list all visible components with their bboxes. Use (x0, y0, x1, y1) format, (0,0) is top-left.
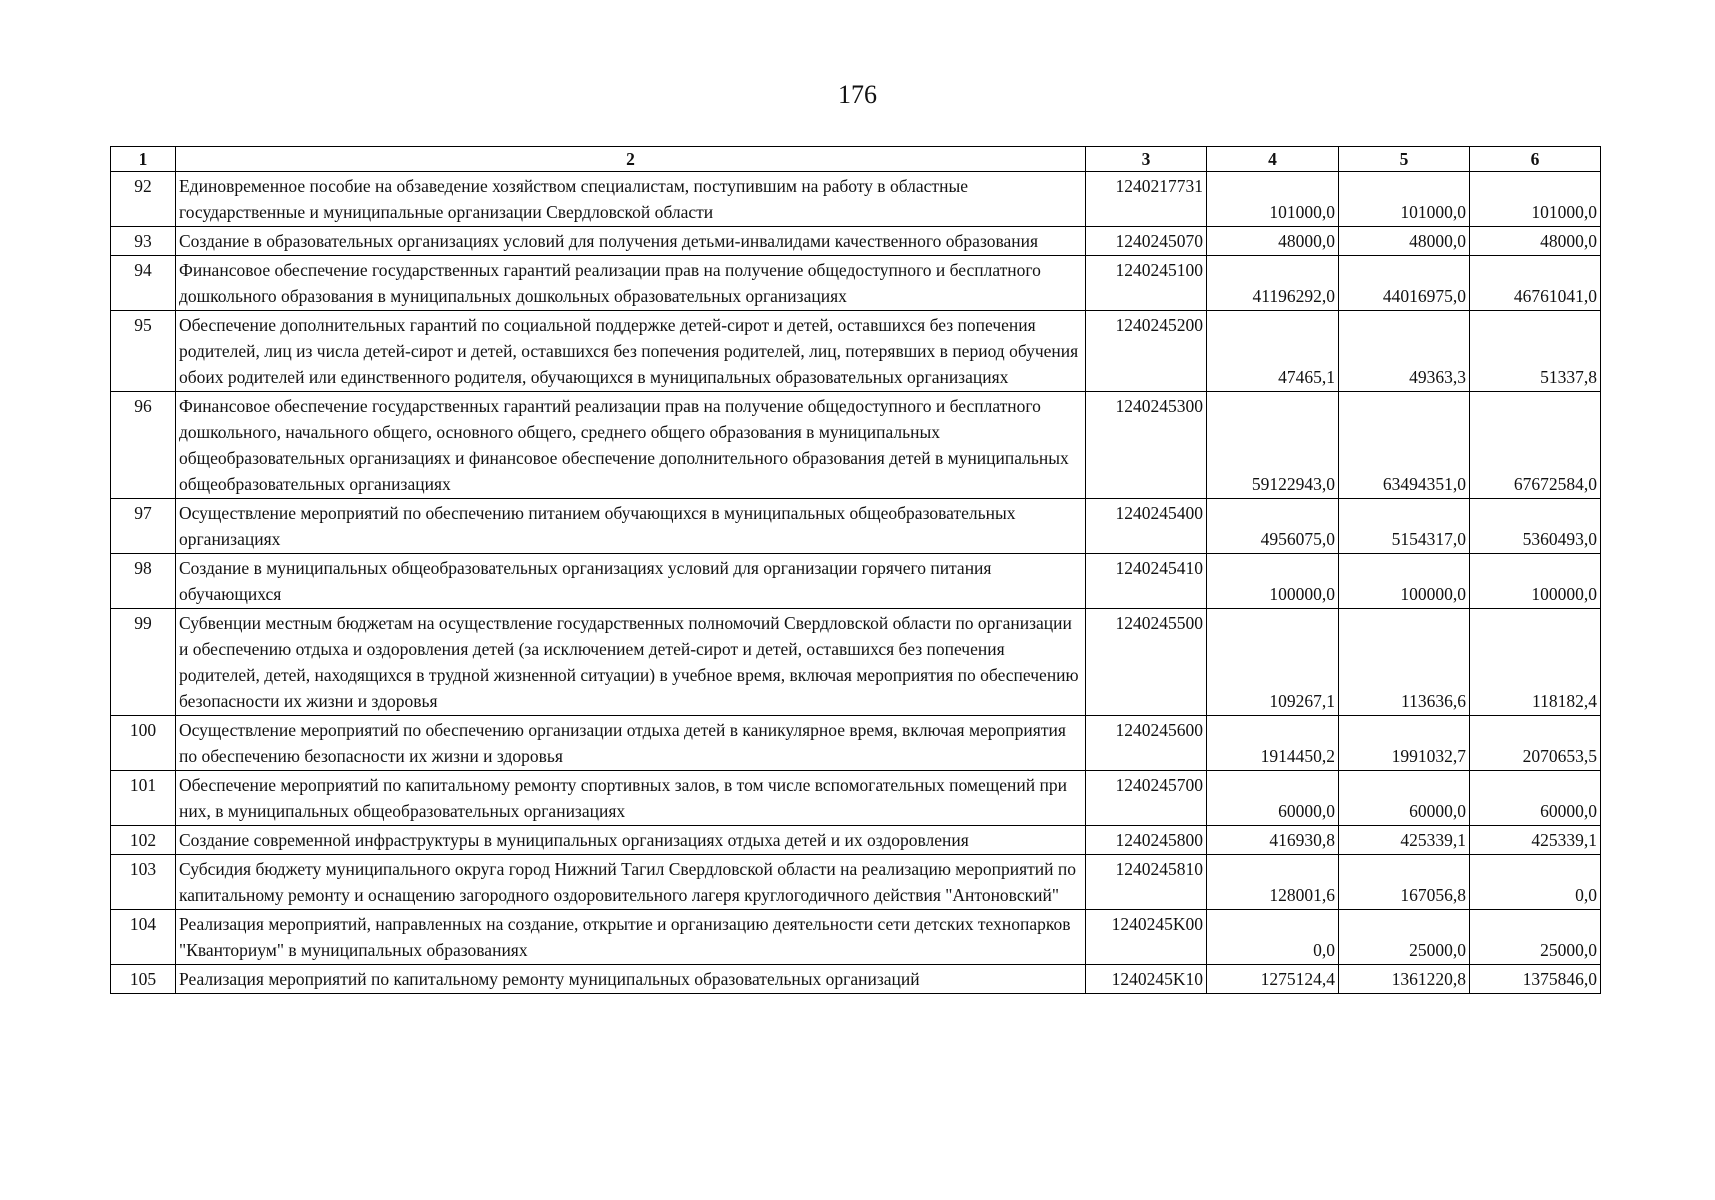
table-row (111, 716, 1601, 771)
row-number: 95 (111, 311, 176, 392)
row-value-6: 5360493,0 (1470, 499, 1601, 554)
table-row (111, 855, 1601, 910)
row-number: 100 (111, 716, 176, 771)
row-number: 92 (111, 172, 176, 227)
row-value-6: 60000,0 (1470, 771, 1601, 826)
column-header-6: 6 (1470, 147, 1601, 172)
row-value-4: 1914450,2 (1207, 716, 1339, 771)
row-value-4: 4956075,0 (1207, 499, 1339, 554)
row-value-6: 0,0 (1470, 855, 1601, 910)
row-code: 1240245500 (1086, 609, 1207, 716)
budget-table (110, 146, 1601, 994)
row-number: 99 (111, 609, 176, 716)
row-code: 1240245300 (1086, 392, 1207, 499)
row-description: Осуществление мероприятий по обеспечению питанием обучающихся в муниципальных общеобразовательных организациях (176, 499, 1086, 554)
row-value-4: 41196292,0 (1207, 256, 1339, 311)
row-value-5: 49363,3 (1339, 311, 1470, 392)
row-value-5: 425339,1 (1339, 826, 1470, 855)
row-value-6: 100000,0 (1470, 554, 1601, 609)
row-value-4: 100000,0 (1207, 554, 1339, 609)
row-description: Обеспечение дополнительных гарантий по социальной поддержке детей-сирот и детей, оставшихся без попечения родителей, лиц из числа детей-сирот и детей, оставшихся без попечения родителей, лиц, потерявших в период обучения обоих родителей или единственного родителя, обучающихся в муниципальных образовательных организациях (176, 311, 1086, 392)
table-row (111, 256, 1601, 311)
row-number: 93 (111, 227, 176, 256)
row-number: 102 (111, 826, 176, 855)
row-value-5: 48000,0 (1339, 227, 1470, 256)
row-description: Реализация мероприятий, направленных на создание, открытие и организацию деятельности сети детских технопарков "Кванториум" в муниципальных образованиях (176, 910, 1086, 965)
row-value-4: 416930,8 (1207, 826, 1339, 855)
column-header-2: 2 (176, 147, 1086, 172)
row-value-5: 1991032,7 (1339, 716, 1470, 771)
row-value-6: 46761041,0 (1470, 256, 1601, 311)
row-code: 1240217731 (1086, 172, 1207, 227)
row-code: 1240245070 (1086, 227, 1207, 256)
row-code: 1240245K10 (1086, 965, 1207, 994)
table-row (111, 771, 1601, 826)
row-description: Субвенции местным бюджетам на осуществление государственных полномочий Свердловской области по организации и обеспечению отдыха и оздоровления детей (за исключением детей-сирот и детей, оставшихся без попечения родителей, детей, находящихся в трудной жизненной ситуации) в учебное время, включая мероприятия по обеспечению безопасности их жизни и здоровья (176, 609, 1086, 716)
row-description: Реализация мероприятий по капитальному ремонту муниципальных образовательных организаций (176, 965, 1086, 994)
page-number: 176 (838, 80, 877, 109)
row-value-6: 67672584,0 (1470, 392, 1601, 499)
row-value-6: 48000,0 (1470, 227, 1601, 256)
column-header-1: 1 (111, 147, 176, 172)
row-description: Создание современной инфраструктуры в муниципальных организациях отдыха детей и их оздоровления (176, 826, 1086, 855)
row-number: 98 (111, 554, 176, 609)
row-number: 101 (111, 771, 176, 826)
row-code: 1240245200 (1086, 311, 1207, 392)
table-row (111, 311, 1601, 392)
column-header-3: 3 (1086, 147, 1207, 172)
row-description: Финансовое обеспечение государственных гарантий реализации прав на получение общедоступного и бесплатного дошкольного, начального общего, основного общего, среднего общего образования в муниципальных общеобразовательных организациях и финансовое обеспечение дополнительного образования детей в муниципальных общеобразовательных организациях (176, 392, 1086, 499)
row-value-6: 425339,1 (1470, 826, 1601, 855)
row-value-6: 51337,8 (1470, 311, 1601, 392)
row-description: Единовременное пособие на обзаведение хозяйством специалистам, поступившим на работу в областные государственные и муниципальные организации Свердловской области (176, 172, 1086, 227)
row-value-6: 25000,0 (1470, 910, 1601, 965)
row-value-5: 100000,0 (1339, 554, 1470, 609)
row-number: 103 (111, 855, 176, 910)
row-code: 1240245700 (1086, 771, 1207, 826)
row-code: 1240245K00 (1086, 910, 1207, 965)
row-description: Финансовое обеспечение государственных гарантий реализации прав на получение общедоступного и бесплатного дошкольного образования в муниципальных дошкольных образовательных организациях (176, 256, 1086, 311)
table-row (111, 910, 1601, 965)
table-row (111, 554, 1601, 609)
row-description: Создание в образовательных организациях условий для получения детьми-инвалидами качественного образования (176, 227, 1086, 256)
column-header-5: 5 (1339, 147, 1470, 172)
row-description: Осуществление мероприятий по обеспечению организации отдыха детей в каникулярное время, включая мероприятия по обеспечению безопасности их жизни и здоровья (176, 716, 1086, 771)
row-value-5: 1361220,8 (1339, 965, 1470, 994)
row-value-4: 101000,0 (1207, 172, 1339, 227)
row-number: 105 (111, 965, 176, 994)
row-value-4: 47465,1 (1207, 311, 1339, 392)
row-value-5: 167056,8 (1339, 855, 1470, 910)
row-value-6: 1375846,0 (1470, 965, 1601, 994)
table-row (111, 227, 1601, 256)
row-value-5: 113636,6 (1339, 609, 1470, 716)
row-value-4: 109267,1 (1207, 609, 1339, 716)
row-value-6: 2070653,5 (1470, 716, 1601, 771)
table-row (111, 499, 1601, 554)
row-value-4: 128001,6 (1207, 855, 1339, 910)
row-value-4: 0,0 (1207, 910, 1339, 965)
row-description: Обеспечение мероприятий по капитальному ремонту спортивных залов, в том числе вспомогательных помещений при них, в муниципальных общеобразовательных организациях (176, 771, 1086, 826)
row-value-4: 1275124,4 (1207, 965, 1339, 994)
row-code: 1240245800 (1086, 826, 1207, 855)
row-description: Создание в муниципальных общеобразовательных организациях условий для организации горячего питания обучающихся (176, 554, 1086, 609)
row-number: 94 (111, 256, 176, 311)
row-value-5: 60000,0 (1339, 771, 1470, 826)
row-code: 1240245400 (1086, 499, 1207, 554)
row-value-5: 5154317,0 (1339, 499, 1470, 554)
row-number: 97 (111, 499, 176, 554)
row-code: 1240245600 (1086, 716, 1207, 771)
row-code: 1240245100 (1086, 256, 1207, 311)
row-value-5: 63494351,0 (1339, 392, 1470, 499)
row-code: 1240245410 (1086, 554, 1207, 609)
table-row (111, 609, 1601, 716)
row-value-5: 44016975,0 (1339, 256, 1470, 311)
column-header-4: 4 (1207, 147, 1339, 172)
row-value-4: 60000,0 (1207, 771, 1339, 826)
row-value-5: 101000,0 (1339, 172, 1470, 227)
row-value-5: 25000,0 (1339, 910, 1470, 965)
table-row (111, 965, 1601, 994)
row-number: 96 (111, 392, 176, 499)
row-value-6: 118182,4 (1470, 609, 1601, 716)
table-row (111, 826, 1601, 855)
header-row (111, 147, 1601, 172)
row-number: 104 (111, 910, 176, 965)
row-code: 1240245810 (1086, 855, 1207, 910)
row-description: Субсидия бюджету муниципального округа город Нижний Тагил Свердловской области на реализацию мероприятий по капитальному ремонту и оснащению загородного оздоровительного лагеря круглогодичного действия "Антоновский" (176, 855, 1086, 910)
row-value-4: 59122943,0 (1207, 392, 1339, 499)
table-row (111, 172, 1601, 227)
row-value-4: 48000,0 (1207, 227, 1339, 256)
row-value-6: 101000,0 (1470, 172, 1601, 227)
table-row (111, 392, 1601, 499)
